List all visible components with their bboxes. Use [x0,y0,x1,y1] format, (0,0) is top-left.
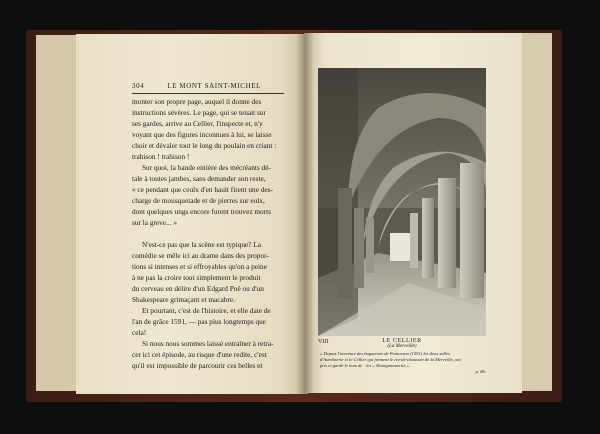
text-line: ses gardes, arrive au Cellier, l'inspecte et, n'y [132,119,263,128]
text-line: choir et dévaler tout le long du poulain en criant : [132,141,277,150]
caption-page-ref: p. 86. [475,369,486,374]
text-line: trahison ! trahison ! [132,152,190,161]
text-line: N'est-ce pas que la scène est typique? La [142,240,262,249]
running-head [132,82,284,90]
page-number: 304 [132,82,145,90]
text-line: qu'il est impossible de parcourir ces belles et [132,361,263,370]
caption-text [320,351,486,375]
plate-number: VIII [318,339,329,345]
text-line: tale à toutes jambes, sans demander son reste, [132,174,266,183]
text-line [132,228,284,239]
text-line: voyant que des figures inconnues à lui, se laisse [132,130,272,139]
caption-line: « Depuis l'aventure des huguenots de Pontorson (1591) les deux salles [320,351,450,356]
caption-subtitle: (La Merveille) [387,344,417,349]
right-page-edges [520,33,552,391]
left-page-edges [36,35,78,391]
text-line: Si nous nous sommes laissé entraîner à retra- [142,339,274,348]
text-line: dont quelques ungs encore furent trouvez morts [132,207,272,216]
text-line: tions si intenses et si effroyables qu'on a peine [132,262,267,271]
left-page-text [132,96,284,371]
text-line: Sur quoi, la bande entière des mécréants dé- [142,163,271,172]
book-gutter [296,33,314,395]
text-line: instructions sévères. Le page, qui se tenait sur [132,108,266,117]
text-line: du cerveau en délire d'un Edgard Poë ou d'un [132,284,264,293]
text-line: monter son propre page, auquel il donne des [132,97,262,106]
caption-line: d'Aumônerie et le Cellier qui forment le rez-de-chaussée de la Merveille, ont [320,357,461,362]
header-rule [132,93,284,94]
text-line: Et pourtant, c'est de l'histoire, et elle date de [142,306,271,315]
text-line: « ce pendant que ceulx d'en hault firent une des- [132,185,273,194]
caption-title: LE CELLIER [382,337,422,344]
text-line: Shakespeare grimaçant et macabre. [132,295,235,304]
text-line: cer ici cet épisode, au risque d'une redite, c'est [132,350,267,359]
text-line: cela! [132,328,147,337]
cellier-photograph [318,68,486,336]
caption-line: pris et gardé le nom de : les « Montgommeries ». [320,363,411,368]
vaulted-hall-image [318,68,486,336]
text-line: sur la greve... » [132,218,177,227]
text-line: comédie se mêle ici au drame dans des propor- [132,251,269,260]
text-line: à ne pas la croire tout simplement le produit [132,273,261,282]
running-title: LE MONT SAINT-MICHEL [167,82,261,90]
text-line: charge de mousquetade et de pierres sur eulx, [132,196,265,205]
text-line: l'an de grâce 1591, — pas plus longtemps que [132,317,267,326]
